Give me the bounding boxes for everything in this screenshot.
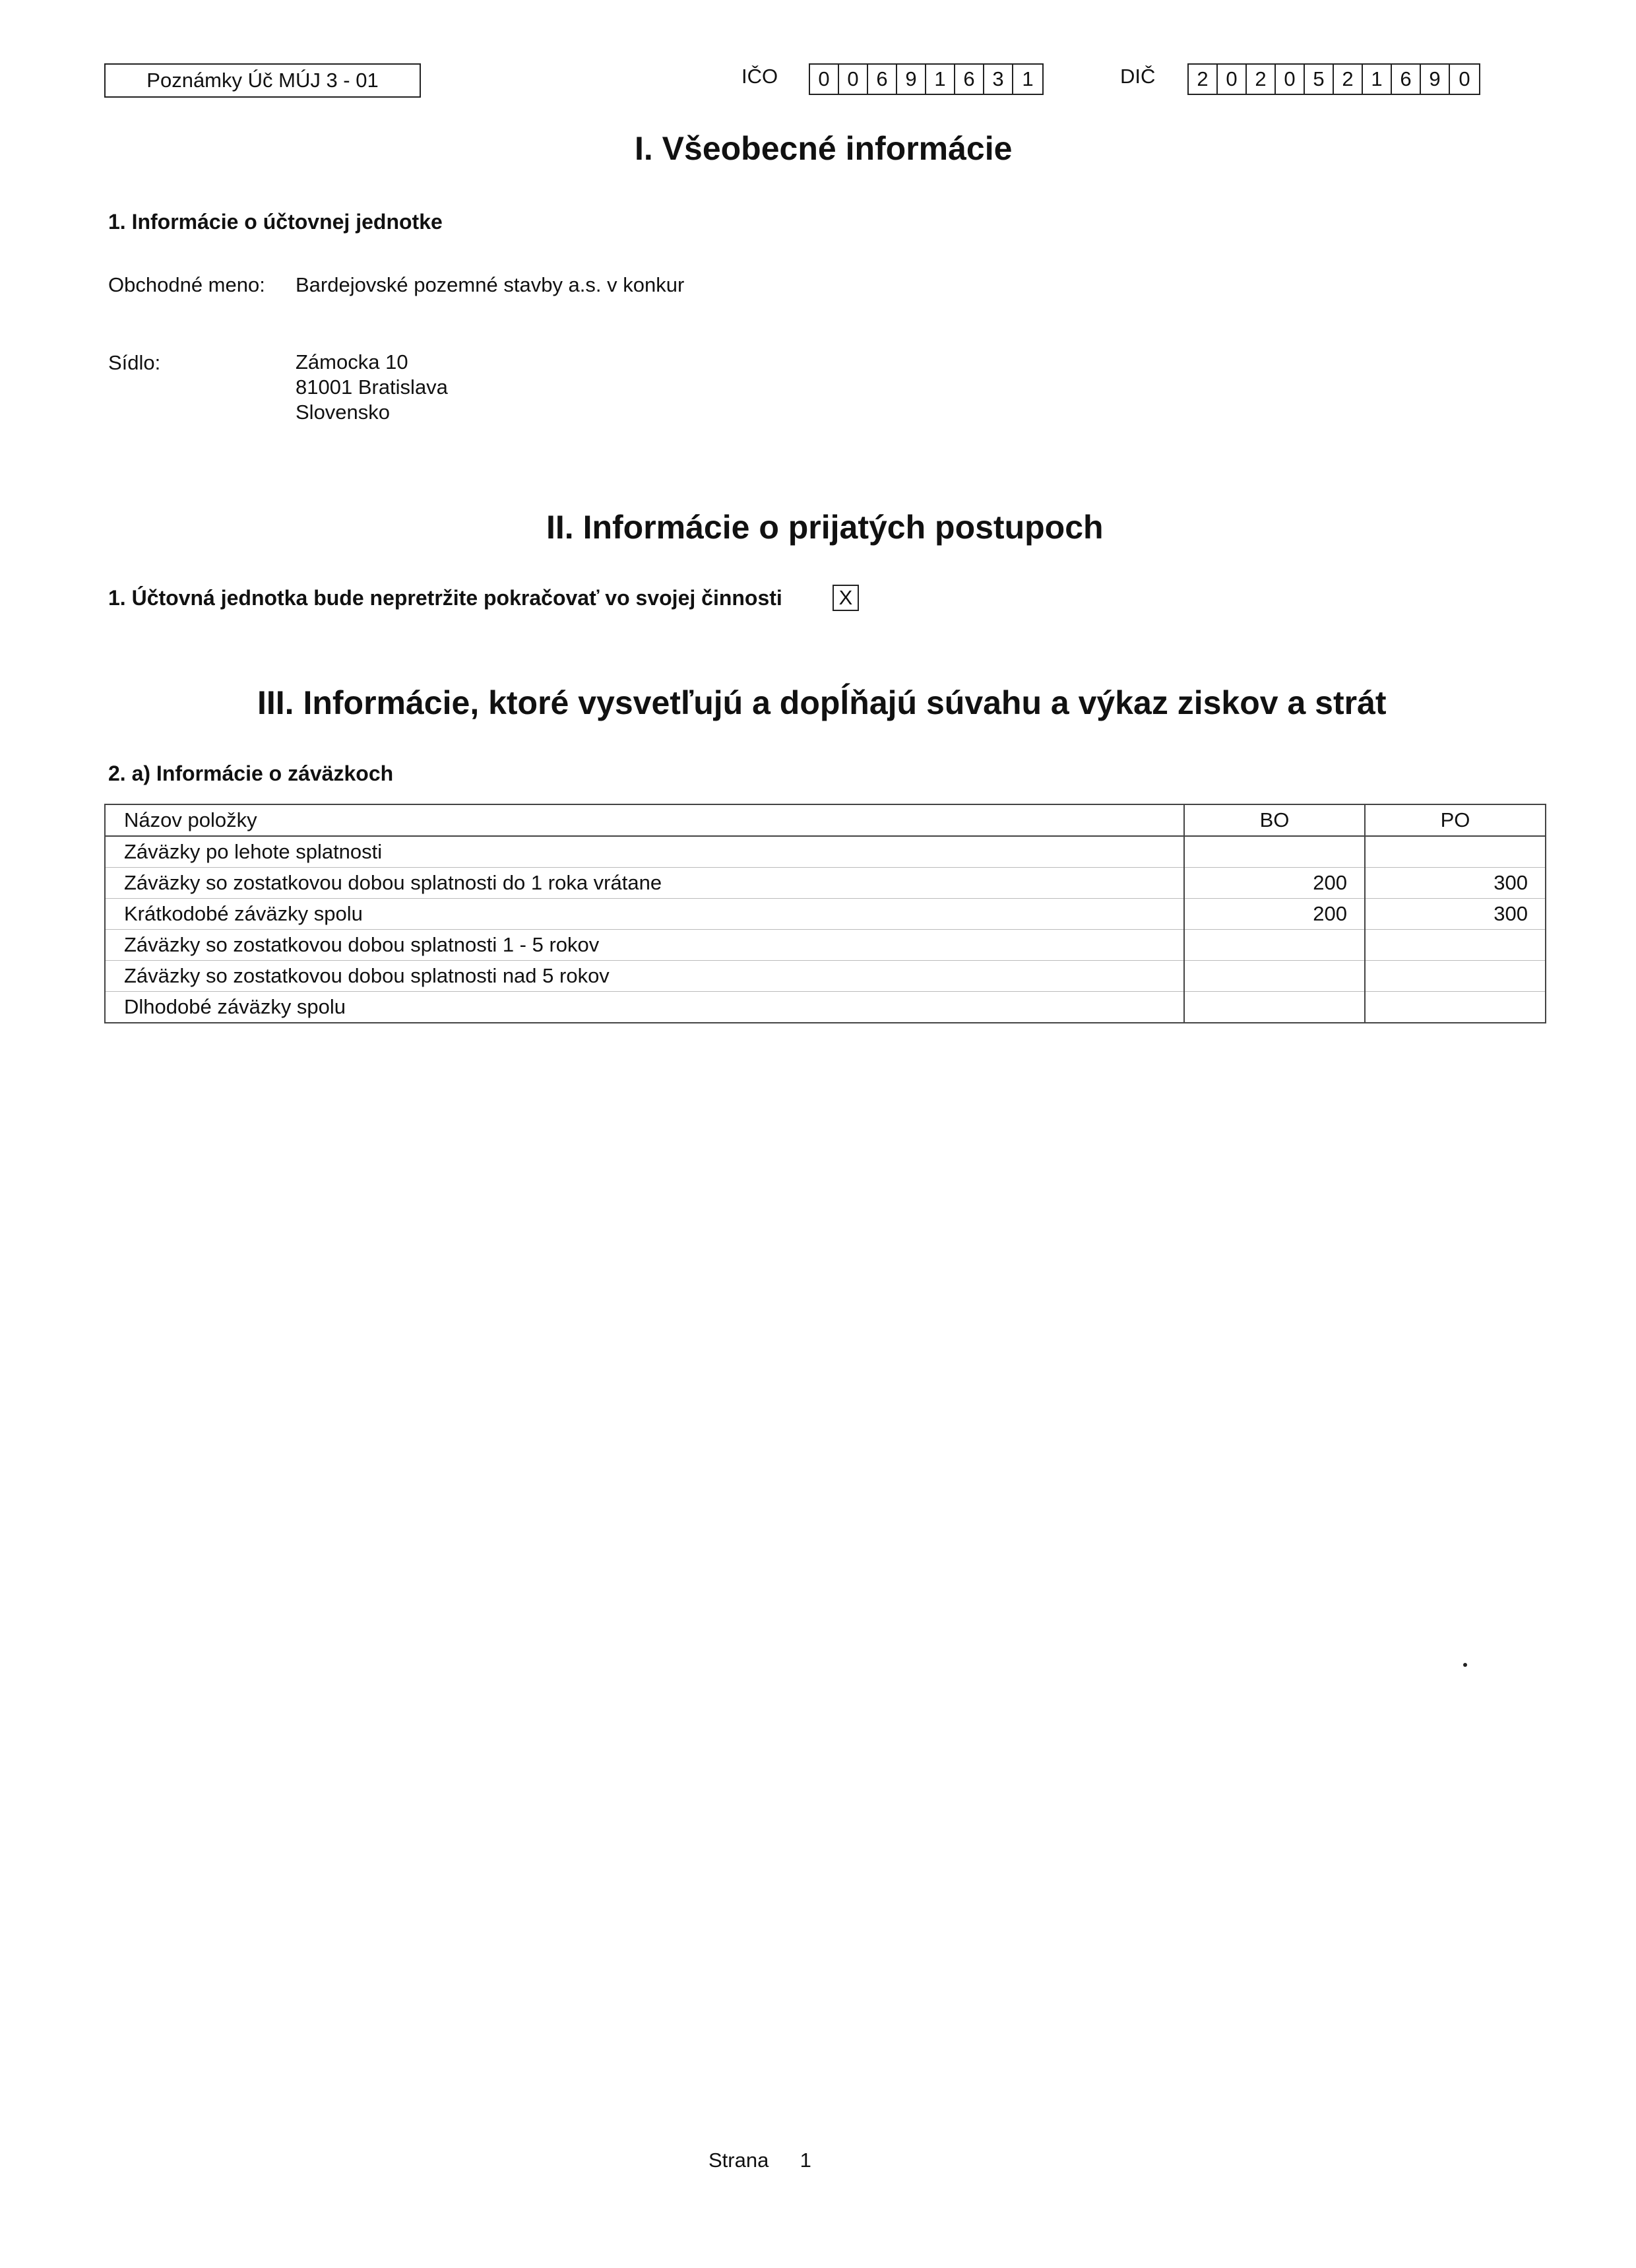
- row-bo: [1184, 930, 1365, 961]
- header-po: PO: [1365, 804, 1546, 836]
- ico-digit: 6: [868, 65, 897, 94]
- page-number: 1: [800, 2149, 811, 2172]
- section-2-title: II. Informácie o prijatých postupoch: [546, 509, 1104, 546]
- dic-digits: [1187, 63, 1480, 95]
- ico-digit: 0: [810, 65, 839, 94]
- table-row: [105, 930, 1546, 961]
- seat-label: Sídlo:: [108, 351, 161, 374]
- business-name-value: Bardejovské pozemné stavby a.s. v konkur: [296, 273, 685, 296]
- row-bo: 200: [1184, 868, 1365, 899]
- row-name: Záväzky po lehote splatnosti: [105, 836, 1184, 868]
- dic-digit: 2: [1189, 65, 1218, 94]
- ico-digit: 0: [839, 65, 868, 94]
- ico-label: IČO: [741, 65, 778, 88]
- continuity-label: 1. Účtovná jednotka bude nepretržite pokračovať vo svojej činnosti: [108, 586, 782, 610]
- section-3-title: III. Informácie, ktoré vysvetľujú a dopĺňajú súvahu a výkaz ziskov a strát: [257, 684, 1387, 721]
- business-name-label: Obchodné meno:: [108, 273, 265, 296]
- table-row: [105, 992, 1546, 1023]
- table-row: [105, 961, 1546, 992]
- row-name: Záväzky so zostatkovou dobou splatnosti 1 - 5 rokov: [105, 930, 1184, 961]
- header-bo: BO: [1184, 804, 1365, 836]
- row-bo: 200: [1184, 899, 1365, 930]
- ico-digit: 1: [1022, 67, 1034, 90]
- dic-digit: 9: [1421, 65, 1450, 94]
- section-1-subtitle: 1. Informácie o účtovnej jednotke: [108, 210, 443, 234]
- row-bo: [1184, 992, 1365, 1023]
- table-header-row: [105, 804, 1546, 836]
- address-city: 81001 Bratislava: [296, 375, 448, 399]
- ico-digit: 9: [897, 65, 926, 94]
- table-row: [105, 868, 1546, 899]
- page-footer: [708, 2149, 811, 2172]
- ico-digit: 1: [926, 65, 955, 94]
- dic-digit: 5: [1305, 65, 1334, 94]
- section-1-title: I. Všeobecné informácie: [635, 130, 1013, 167]
- scan-speck: [1463, 1663, 1467, 1667]
- row-bo: [1184, 961, 1365, 992]
- dic-digit: 0: [1276, 65, 1305, 94]
- row-name: Záväzky so zostatkovou dobou splatnosti do 1 roka vrátane: [105, 868, 1184, 899]
- row-po: [1365, 836, 1546, 868]
- header-item-name: Názov položky: [105, 804, 1184, 836]
- row-name: Dlhodobé záväzky spolu: [105, 992, 1184, 1023]
- liabilities-table: [104, 804, 1546, 1023]
- row-po: [1365, 930, 1546, 961]
- table-row: [105, 899, 1546, 930]
- row-bo: [1184, 836, 1365, 868]
- dic-digit: 1: [1363, 65, 1392, 94]
- page-label: Strana: [708, 2149, 769, 2172]
- row-po: [1365, 961, 1546, 992]
- dic-digit: 6: [1392, 65, 1421, 94]
- dic-digit: 0: [1218, 65, 1247, 94]
- ico-digits: [809, 63, 1044, 95]
- dic-digit: 2: [1334, 65, 1363, 94]
- row-po: 300: [1365, 899, 1546, 930]
- address-country: Slovensko: [296, 401, 391, 424]
- ico-digit: 6: [955, 65, 984, 94]
- row-po: 300: [1365, 868, 1546, 899]
- section-3-subtitle: 2. a) Informácie o záväzkoch: [108, 761, 394, 785]
- row-name: Záväzky so zostatkovou dobou splatnosti nad 5 rokov: [105, 961, 1184, 992]
- table-row: [105, 836, 1546, 868]
- continuity-checkbox[interactable]: X: [833, 585, 859, 611]
- form-id: Poznámky Úč MÚJ 3 - 01: [104, 63, 421, 98]
- seat-address: [296, 350, 448, 425]
- dic-digit: 2: [1247, 65, 1276, 94]
- dic-digit: 0: [1459, 67, 1470, 90]
- address-street: Zámocka 10: [296, 350, 408, 373]
- row-po: [1365, 992, 1546, 1023]
- ico-digit: 3: [984, 65, 1013, 94]
- dic-label: DIČ: [1120, 65, 1156, 88]
- row-name: Krátkodobé záväzky spolu: [105, 899, 1184, 930]
